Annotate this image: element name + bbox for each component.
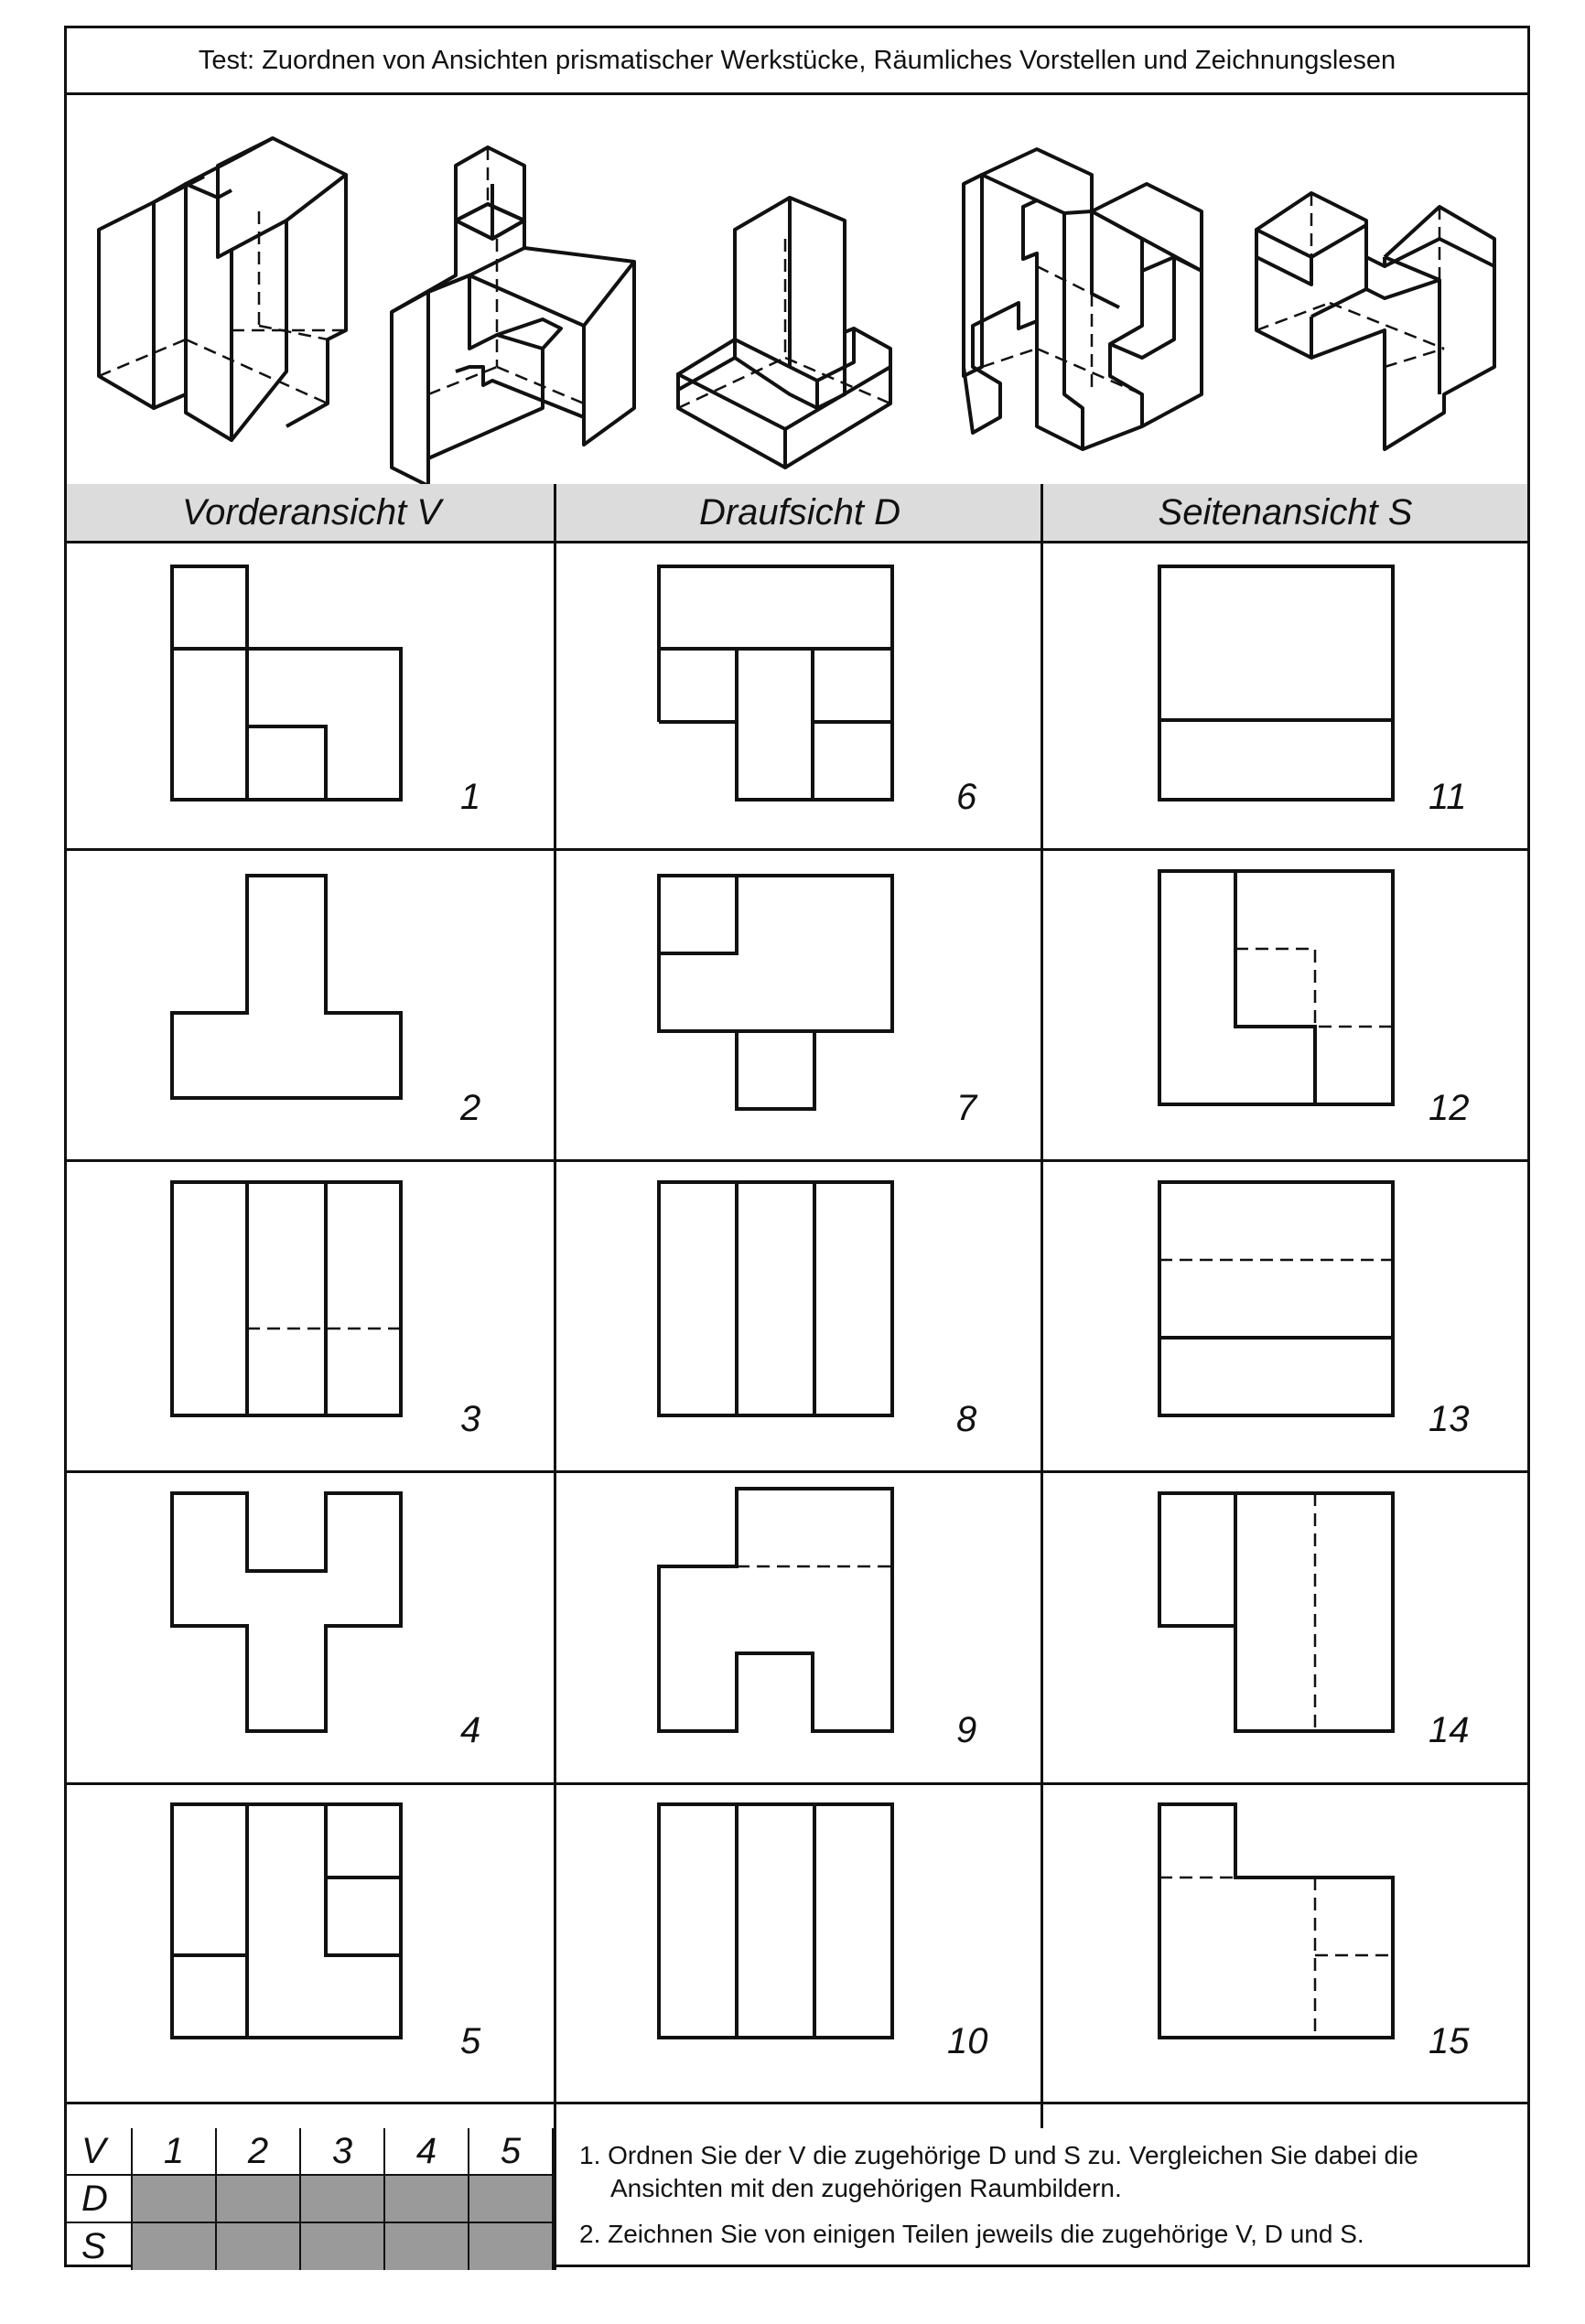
bottom-section <box>67 2128 1527 2270</box>
view-number: 8 <box>956 1399 977 1439</box>
top-view-10 <box>659 1804 892 2038</box>
side-view-11 <box>1159 566 1393 800</box>
answer-cell[interactable] <box>385 2223 469 2270</box>
column-label: 1 <box>133 2128 217 2176</box>
answer-cell[interactable] <box>385 2176 469 2223</box>
view-number: 13 <box>1429 1399 1470 1439</box>
view-number: 1 <box>460 777 481 817</box>
header-top-view: Draufsicht D <box>556 484 1043 543</box>
answer-table <box>67 2128 554 2270</box>
answer-cell[interactable] <box>469 2176 554 2223</box>
side-view-13 <box>1159 1182 1393 1415</box>
view-number: 6 <box>956 777 977 817</box>
view-number: 14 <box>1429 1710 1470 1750</box>
isometric-part-a <box>99 138 346 440</box>
instruction-2: 2. Zeichnen Sie von einigen Teilen jeweils die zugehörige V, D und S. <box>579 2220 1364 2248</box>
top-view-8 <box>659 1182 892 1415</box>
worksheet <box>64 26 1530 2267</box>
answer-cell[interactable] <box>301 2223 385 2270</box>
side-view-12 <box>1159 871 1393 1104</box>
column-label: 5 <box>469 2128 554 2176</box>
isometric-part-c <box>678 198 890 468</box>
isometric-part-d <box>964 149 1202 449</box>
front-view-5 <box>172 1804 401 2038</box>
instruction-1: 1. Ordnen Sie der V die zugehörige D und S zu. Vergleichen Sie dabei die Ansichten mit den zugehörigen Raumbildern. <box>579 2141 1418 2202</box>
answer-cell[interactable] <box>469 2223 554 2270</box>
view-number: 3 <box>460 1399 481 1439</box>
view-number: 2 <box>460 1088 481 1128</box>
column-label: 3 <box>301 2128 385 2176</box>
front-view-2 <box>172 876 401 1098</box>
header-side-view: Seitenansicht S <box>1043 484 1527 543</box>
side-view-15 <box>1159 1804 1393 2038</box>
front-view-1 <box>172 566 401 800</box>
top-view-6 <box>659 566 892 800</box>
answer-cell[interactable] <box>217 2176 301 2223</box>
row-label-d: D <box>67 2176 133 2223</box>
page-title: Test: Zuordnen von Ansichten prismatischer Werkstücke, Räumliches Vorstellen und Zeichnungslesen <box>67 28 1527 95</box>
row-label-s: S <box>67 2223 133 2270</box>
view-number: 7 <box>956 1088 977 1128</box>
view-number: 15 <box>1429 2021 1470 2061</box>
front-view-3 <box>172 1182 401 1415</box>
top-view-9 <box>659 1489 892 1731</box>
column-label: 4 <box>385 2128 469 2176</box>
side-view-14 <box>1159 1493 1393 1731</box>
view-number: 12 <box>1429 1088 1470 1128</box>
answer-cell[interactable] <box>133 2223 217 2270</box>
view-number: 10 <box>947 2021 988 2061</box>
answer-cell[interactable] <box>301 2176 385 2223</box>
view-number: 11 <box>1429 777 1467 817</box>
header-front-view: Vorderansicht V <box>67 484 556 543</box>
row-label-v: V <box>67 2128 133 2176</box>
column-label: 2 <box>217 2128 301 2176</box>
instructions <box>579 2139 1513 2264</box>
view-number: 5 <box>460 2021 481 2061</box>
isometric-drawings <box>67 92 1527 487</box>
front-view-4 <box>172 1493 401 1731</box>
view-number: 9 <box>956 1710 977 1750</box>
answer-cell[interactable] <box>217 2223 301 2270</box>
answer-cell[interactable] <box>133 2176 217 2223</box>
isometric-part-b <box>392 147 634 484</box>
view-number: 4 <box>460 1710 481 1750</box>
row-divider <box>67 2102 1527 2104</box>
top-view-7 <box>659 876 892 1109</box>
isometric-part-e <box>1256 193 1494 449</box>
